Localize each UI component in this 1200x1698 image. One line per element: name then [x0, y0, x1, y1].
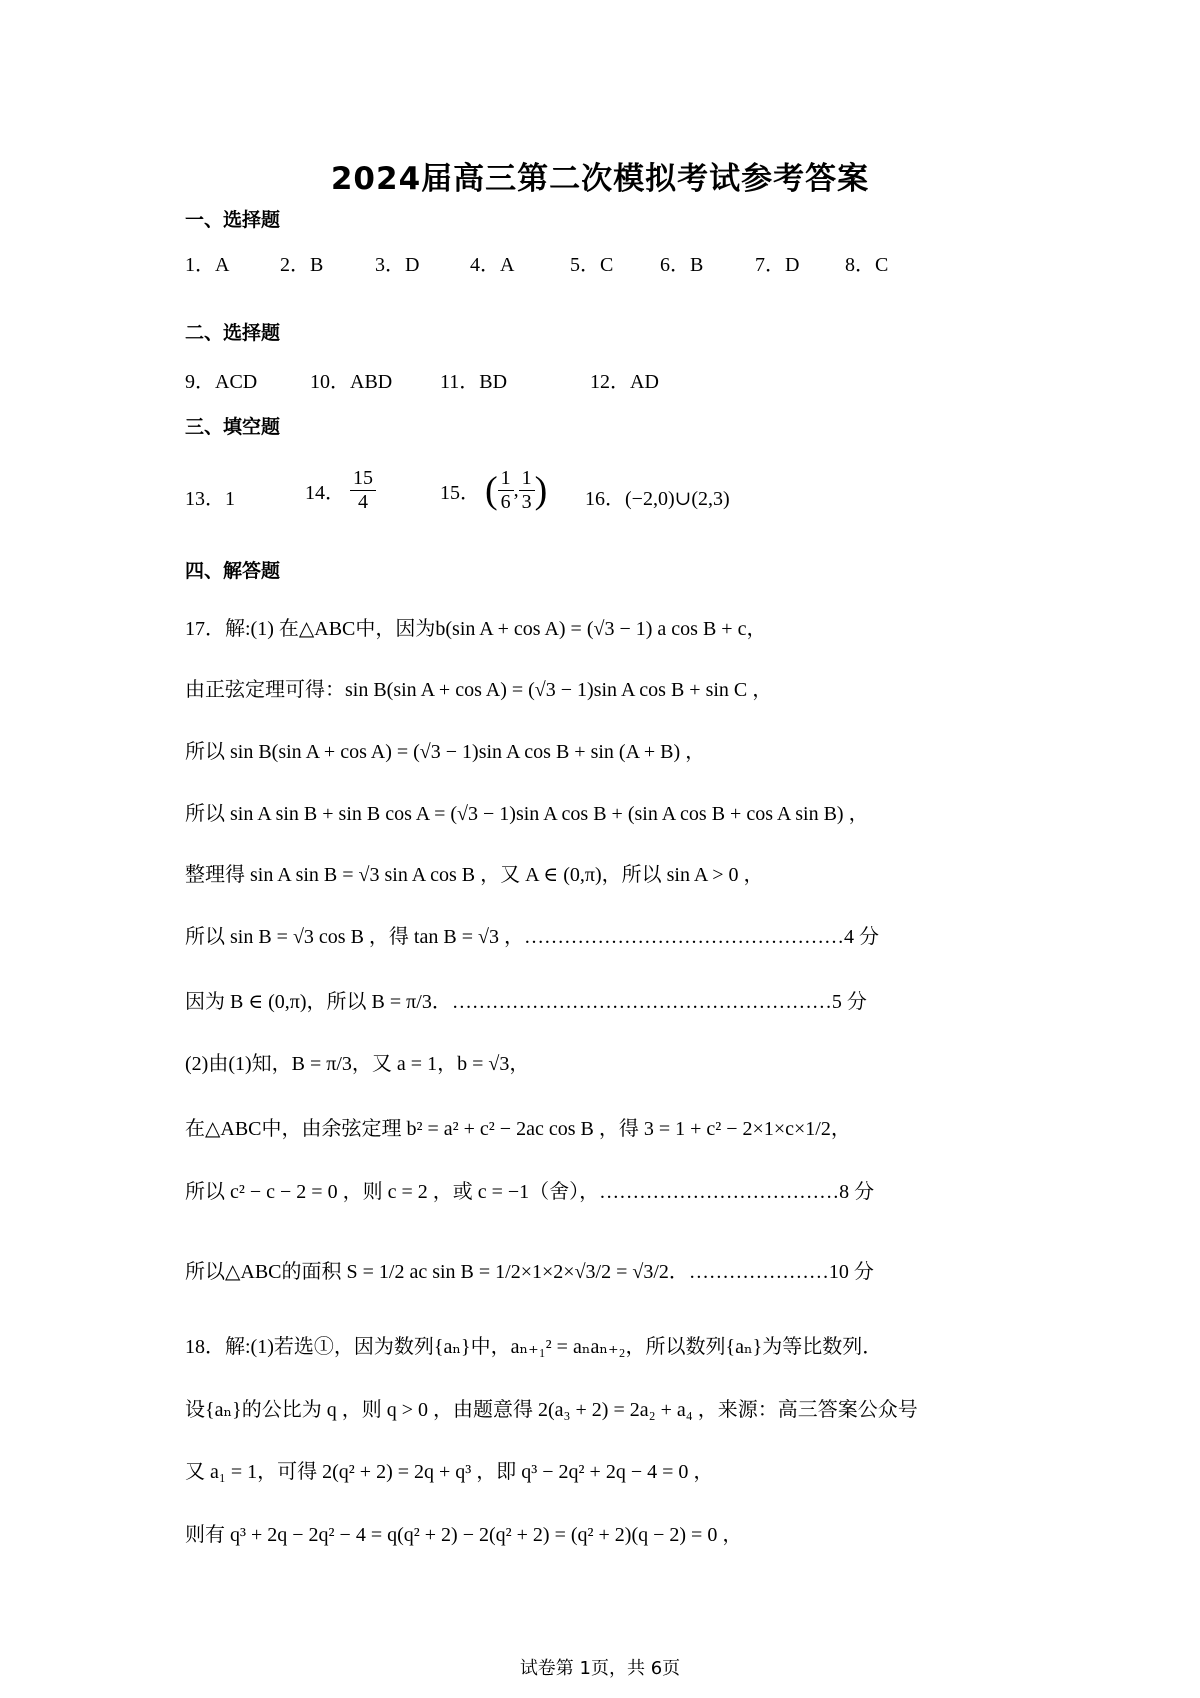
answer-item: 13．1: [185, 488, 235, 510]
answer-item: 1．A: [185, 254, 230, 276]
page-title: 2024届高三第二次模拟考试参考答案: [330, 161, 870, 197]
solution-line: 18．解:(1)若选①，因为数列{aₙ}中，aₙ₊₁² = aₙaₙ₊₂，所以数列{aₙ}为等比数列．: [185, 1336, 883, 1358]
solution-line: 因为 B ∈ (0,π)，所以 B = π/3．…………………………………………………5 分: [185, 991, 867, 1013]
solution-line: 所以 sin B(sin A + cos A) = (√3 − 1)sin A cos B + sin (A + B) ，: [185, 741, 706, 763]
answer-item: 7．D: [755, 254, 800, 276]
answer-item: 9．ACD: [185, 371, 258, 393]
solution-line: 所以 sin A sin B + sin B cos A = (√3 − 1)sin A cos B + (sin A cos B + cos A sin B) ，: [185, 803, 869, 825]
solution-line: 设{aₙ}的公比为 q ，则 q > 0 ，由题意得 2(a₃ + 2) = 2a₂ + a₄ ，来源：高三答案公众号: [185, 1399, 918, 1421]
section-heading-choice: 一、选择题: [185, 209, 281, 231]
solution-line: 所以 c² − c − 2 = 0 ，则 c = 2 ，或 c = −1（舍），………………………………8 分: [185, 1181, 875, 1203]
answer-item: 2．B: [280, 254, 324, 276]
solution-line: 由正弦定理可得：sin B(sin A + cos A) = (√3 − 1)sin A cos B + sin C ，: [185, 679, 773, 701]
page-footer: 试卷第 1页，共 6页: [519, 1658, 681, 1679]
answer-item: 12．AD: [590, 371, 659, 393]
solution-line: 则有 q³ + 2q − 2q² − 4 = q(q² + 2) − 2(q² + 2) = (q² + 2)(q − 2) = 0 ，: [185, 1524, 743, 1546]
solution-line: 在△ABC中，由余弦定理 b² = a² + c² − 2ac cos B ，得 3 = 1 + c² − 2×1×c×1/2，: [185, 1118, 851, 1140]
answer-item: 3．D: [375, 254, 420, 276]
answer-item-15: 15． ( $\frac{1}{6}$ , $\frac{1}{3}$ ): [440, 467, 548, 513]
answer-item: 5．C: [570, 254, 614, 276]
answer-item: 16．(−2,0)∪(2,3): [585, 488, 730, 510]
solution-line: (2)由(1)知，B = π/3，又 a = 1，b = √3，: [185, 1053, 530, 1075]
answer-item: 11．BD: [440, 371, 508, 393]
answer-item: 10．ABD: [310, 371, 393, 393]
answer-item: 8．C: [845, 254, 889, 276]
fraction: $\frac{1}{6}$: [498, 467, 514, 514]
section-heading-multi: 二、选择题: [185, 322, 281, 344]
answer-item: 6．B: [660, 254, 704, 276]
section-heading-solutions: 四、解答题: [185, 560, 281, 582]
solution-line: 整理得 sin A sin B = √3 sin A cos B ，又 A ∈ (0,π)，所以 sin A > 0 ，: [185, 864, 764, 886]
solution-line: 又 a₁ = 1，可得 2(q² + 2) = 2q + q³ ，即 q³ − 2q² + 2q − 4 = 0 ，: [185, 1461, 714, 1483]
fraction: $\frac{1}{3}$: [519, 467, 535, 514]
solution-line: 所以△ABC的面积 S = 1/2 ac sin B = 1/2×1×2×√3/2 = √3/2．…………………10 分: [185, 1261, 874, 1283]
solution-line: 所以 sin B = √3 cos B ，得 tan B = √3 ，…………………………………………4 分: [185, 926, 879, 948]
solution-line: 17．解:(1) 在△ABC中，因为b(sin A + cos A) = (√3 − 1) a cos B + c，: [185, 618, 767, 640]
section-heading-fill: 三、填空题: [185, 416, 281, 438]
answer-item: 4．A: [470, 254, 515, 276]
answer-item-14: 14． $\frac{15}{4}$: [305, 467, 376, 514]
fraction: $\frac{15}{4}$: [350, 467, 376, 514]
